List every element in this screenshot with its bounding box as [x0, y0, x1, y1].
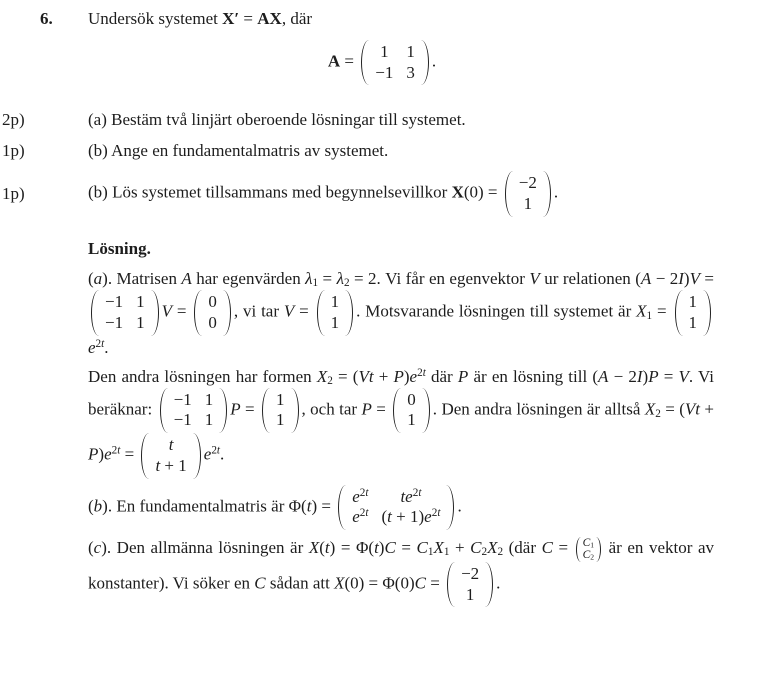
math-variable: X — [334, 573, 345, 593]
solution-paragraph-a — [88, 267, 714, 359]
superscript — [432, 507, 441, 519]
subscript: 1 — [590, 540, 595, 550]
subscript: 1 — [443, 546, 450, 559]
text-run: (där — [503, 538, 542, 558]
subscript: 2 — [655, 407, 661, 420]
matrix-cell: 1 — [465, 584, 475, 604]
math-variable: e — [88, 337, 96, 357]
solution-heading: Lösning. — [88, 238, 151, 258]
matrix-cell — [400, 487, 421, 508]
matrix-body — [99, 290, 151, 335]
matrix-cell: 1 — [688, 312, 698, 332]
superscript — [417, 366, 426, 378]
matrix-cell — [583, 549, 594, 562]
bold-math: AX — [257, 9, 282, 28]
right-paren — [223, 290, 231, 335]
math-variable: P — [361, 399, 372, 419]
subscript: 1 — [646, 309, 653, 322]
text-run: , där — [281, 9, 313, 28]
math-variable: X — [433, 538, 444, 558]
text-run: 2 — [359, 486, 366, 499]
matrix-cell: 1 — [136, 312, 145, 332]
text-run: där — [425, 366, 458, 386]
math-variable: P — [393, 366, 404, 386]
matrix-body — [401, 388, 422, 433]
math-variable: P — [230, 399, 241, 419]
text-run: 2 — [359, 507, 366, 520]
math-variable: t — [418, 486, 422, 499]
display-equation-matrix-a — [0, 40, 764, 85]
text-run: = — [658, 366, 679, 386]
text-run: 2 — [95, 337, 102, 350]
math-variable: V — [689, 268, 700, 288]
math-variable: λ — [305, 268, 313, 288]
matrix — [338, 485, 454, 530]
text-run: ) — [642, 366, 649, 386]
math-variable: C — [414, 573, 426, 593]
matrix — [160, 388, 228, 433]
matrix — [361, 40, 429, 85]
math-variable: A — [640, 268, 652, 288]
text-run: ). Den allmänna lösningen är — [101, 538, 309, 558]
superscript — [211, 445, 220, 457]
math-variable: t — [101, 337, 105, 350]
subproblem-item — [0, 171, 764, 216]
text-run: − 2 — [651, 268, 679, 288]
text-run: har egenvärden — [191, 268, 306, 288]
matrix-cell: 1 — [407, 410, 416, 430]
text-run: ) = Φ( — [329, 538, 375, 558]
text-run: 2 — [412, 486, 419, 499]
text-run: ( — [88, 538, 94, 558]
matrix-cell: 0 — [208, 312, 217, 332]
text-run: . — [553, 183, 559, 203]
matrix-cell: 1 — [523, 194, 533, 214]
matrix-body — [270, 388, 291, 433]
math-variable: V — [283, 301, 295, 321]
matrix — [317, 290, 354, 335]
subscript: 2 — [327, 374, 333, 387]
text-run: . Motsvarande lösningen till systemet är — [356, 301, 637, 321]
text-run: = ( — [332, 366, 359, 386]
matrix-cell — [169, 435, 174, 456]
text-run: Undersök systemet — [88, 9, 223, 28]
subscript: 1 — [427, 546, 434, 559]
math-variable: b — [93, 496, 103, 516]
text-run: = — [294, 301, 314, 321]
matrix-cell — [583, 537, 594, 550]
text-run: . — [220, 444, 225, 464]
subscript: 1 — [312, 277, 319, 290]
math-variable: C — [582, 536, 591, 549]
math-variable: P — [88, 444, 99, 464]
matrix — [393, 388, 430, 433]
matrix-cell: 1 — [276, 389, 285, 409]
text-run: . — [104, 337, 109, 357]
text-run: ) — [378, 538, 385, 558]
math-variable: Vt — [358, 366, 374, 386]
text-run: (0) = — [463, 183, 502, 203]
matrix-cell: −1 — [105, 312, 124, 332]
text-run: + 1) — [391, 507, 425, 527]
matrix-cell: 0 — [208, 292, 217, 312]
matrix — [576, 537, 601, 562]
matrix-body — [149, 433, 192, 478]
text-run: = — [395, 538, 417, 558]
text-run: . Den andra lösningen är alltså — [432, 399, 645, 419]
text-run: ( — [88, 496, 94, 516]
text-run: 2 — [417, 366, 423, 379]
left-paren — [160, 388, 168, 433]
matrix-cell: 1 — [688, 292, 698, 312]
text-run: + — [700, 399, 715, 419]
math-variable: X — [636, 301, 647, 321]
matrix-body — [581, 537, 596, 562]
math-variable: e — [104, 444, 112, 464]
solution-paragraph-c — [88, 536, 714, 607]
subproblem-list — [0, 109, 764, 216]
matrix-cell: 1 — [330, 292, 340, 312]
math-variable: t — [365, 486, 369, 499]
text-run: ) — [98, 444, 105, 464]
subscript: 2 — [590, 552, 595, 562]
matrix — [505, 171, 551, 216]
left-paren — [338, 485, 346, 530]
matrix — [262, 388, 299, 433]
points-label: 2p) — [2, 110, 25, 130]
matrix — [194, 290, 231, 335]
math-variable: I — [678, 268, 684, 288]
text-run: + 1 — [160, 455, 187, 475]
subproblem-item — [0, 140, 764, 162]
text-run: ) — [683, 268, 690, 288]
math-variable: X — [316, 366, 328, 386]
matrix-body — [325, 290, 346, 335]
text-run: + — [373, 366, 394, 386]
matrix-cell — [352, 507, 368, 528]
math-variable: t — [387, 507, 392, 527]
matrix-cell: 1 — [276, 410, 285, 430]
math-variable: C — [541, 538, 553, 558]
text-run: ( — [381, 507, 388, 527]
matrix-cell: 0 — [407, 389, 416, 409]
text-run: Den andra lösningen har formen — [88, 366, 317, 386]
text-run: ( — [319, 538, 325, 558]
math-variable: t — [324, 538, 330, 558]
bold-math: A — [327, 51, 341, 71]
left-paren — [361, 40, 369, 85]
right-paren — [485, 562, 493, 607]
text-run: . Vi beräknar: — [88, 366, 714, 419]
right-paren — [219, 388, 227, 433]
math-variable: e — [424, 507, 432, 527]
text-run: . — [431, 51, 437, 71]
subscript: 2 — [481, 546, 488, 559]
math-variable: C — [416, 538, 428, 558]
right-paren — [193, 433, 201, 478]
text-run: = — [552, 538, 574, 558]
right-paren — [422, 388, 430, 433]
matrix-cell: −1 — [375, 62, 394, 82]
math-variable: c — [93, 538, 102, 558]
matrix-body — [455, 562, 485, 607]
superscript — [413, 487, 422, 499]
subproblem-text — [88, 141, 388, 161]
subproblem-item — [0, 109, 764, 131]
text-run: (a) Bestäm två linjärt oberoende lösningar till systemet. — [88, 110, 466, 130]
text-run: . — [496, 573, 501, 593]
matrix-cell: 3 — [406, 62, 415, 82]
matrix-cell: 1 — [330, 312, 340, 332]
text-run: = — [340, 51, 359, 71]
left-paren — [447, 562, 455, 607]
text-run: är en lösning till ( — [468, 366, 599, 386]
math-variable: a — [93, 268, 103, 288]
subscript: 2 — [343, 277, 350, 290]
math-variable: C — [582, 549, 591, 562]
matrix-cell — [382, 507, 441, 528]
math-variable: t — [374, 538, 379, 558]
matrix-cell: 1 — [204, 410, 214, 430]
subproblem-text — [88, 171, 558, 216]
math-variable: X — [487, 538, 498, 558]
math-variable: e — [352, 486, 360, 506]
matrix-cell: 1 — [136, 292, 145, 312]
math-variable: e — [352, 507, 360, 527]
text-run: ur relationen ( — [539, 268, 641, 288]
matrix-body — [168, 388, 220, 433]
superscript — [360, 507, 369, 519]
solution-section — [0, 239, 714, 607]
text-run: ) — [403, 366, 410, 386]
math-variable: X — [308, 538, 320, 558]
math-variable: A — [181, 268, 192, 288]
matrix-cell: −1 — [173, 389, 192, 409]
text-run: = — [652, 301, 672, 321]
matrix-body — [346, 485, 446, 530]
math-variable: t — [306, 496, 312, 516]
math-variable: λ — [336, 268, 344, 288]
text-run: 2 — [111, 444, 118, 457]
text-run: = — [240, 399, 260, 419]
math-variable: t — [365, 507, 369, 520]
subproblem-text — [88, 110, 466, 130]
text-run: = — [425, 573, 445, 593]
text-run: = — [171, 301, 192, 321]
matrix-cell: −1 — [173, 410, 192, 430]
math-variable: t — [155, 455, 161, 475]
text-run: = ( — [660, 399, 685, 419]
math-variable: X — [644, 399, 656, 419]
left-paren — [262, 388, 270, 433]
math-variable: V — [529, 268, 540, 288]
math-variable: P — [457, 366, 469, 386]
math-variable: V — [678, 366, 689, 386]
matrix-cell: 1 — [204, 389, 214, 409]
subscript: 2 — [497, 546, 504, 559]
bold-math: X — [451, 183, 464, 203]
text-run: (b) Ange en fundamentalmatris av systemet. — [88, 141, 389, 161]
matrix — [675, 290, 712, 335]
matrix-body — [369, 40, 421, 85]
right-paren — [543, 171, 551, 216]
solution-paragraph-a-second — [88, 365, 714, 479]
math-variable: A — [598, 366, 609, 386]
text-run: − 2 — [608, 366, 637, 386]
problem-statement — [88, 9, 312, 28]
math-variable: C — [254, 573, 266, 593]
points-label: 1p) — [2, 141, 25, 161]
right-paren — [421, 40, 429, 85]
math-variable: V — [161, 301, 172, 321]
math-variable: e — [409, 366, 418, 386]
matrix-body — [683, 290, 704, 335]
matrix-cell — [352, 487, 368, 508]
right-paren — [151, 290, 159, 335]
text-run: 2 — [431, 507, 438, 520]
text-run: ). Matrisen — [102, 268, 182, 288]
math-variable: P — [648, 366, 659, 386]
problem-header — [0, 9, 764, 29]
text-run: är en vektor av konstanter). Vi söker en — [88, 538, 714, 593]
superscript — [360, 487, 369, 499]
left-paren — [675, 290, 683, 335]
text-run: ( — [88, 268, 94, 288]
math-variable: t — [117, 444, 121, 457]
matrix — [447, 562, 493, 607]
right-paren — [291, 388, 299, 433]
text-run: ). En fundamentalmatris är Φ( — [102, 496, 307, 516]
superscript — [96, 337, 105, 349]
matrix-cell: 1 — [406, 42, 415, 61]
math-variable: C — [470, 538, 482, 558]
text-run: ) = — [311, 496, 336, 516]
left-paren — [91, 290, 99, 335]
matrix-cell: −2 — [518, 173, 537, 193]
matrix — [141, 433, 200, 478]
text-run: = — [120, 444, 139, 464]
text-run: , och tar — [301, 399, 362, 419]
text-run: = — [318, 268, 337, 288]
text-run: = — [371, 399, 391, 419]
matrix-body — [513, 171, 543, 216]
left-paren — [194, 290, 202, 335]
math-variable: I — [636, 366, 643, 386]
math-variable: C — [384, 538, 396, 558]
left-paren — [393, 388, 401, 433]
text-run: = — [239, 9, 258, 28]
text-run: (0) = Φ(0) — [344, 573, 415, 593]
left-paren — [317, 290, 325, 335]
matrix — [91, 290, 159, 335]
text-run: sådan att — [265, 573, 335, 593]
math-variable: t — [437, 507, 441, 520]
matrix-cell: −2 — [461, 563, 480, 583]
solution-paragraph-b — [88, 485, 714, 530]
text-run: (b) Lös systemet tillsammans med begynnelsevillkor — [88, 183, 452, 203]
problem-number: 6. — [40, 9, 53, 28]
matrix-body — [202, 290, 223, 335]
left-paren — [505, 171, 513, 216]
math-variable: e — [203, 444, 212, 464]
text-run: . — [457, 496, 462, 516]
points-label: 1p) — [2, 184, 25, 204]
text-run: = 2. Vi får en egenvektor — [349, 268, 530, 288]
right-paren — [446, 485, 454, 530]
right-paren — [703, 290, 711, 335]
matrix-cell: 1 — [380, 42, 389, 61]
matrix-cell — [155, 456, 186, 477]
math-variable: t — [216, 444, 221, 457]
right-paren — [345, 290, 353, 335]
matrix-cell: −1 — [105, 292, 124, 312]
text-run: + — [449, 538, 471, 558]
math-variable: t — [168, 435, 174, 455]
text-run: 2 — [211, 444, 217, 457]
text-run: = — [699, 268, 715, 288]
left-paren — [141, 433, 149, 478]
math-variable: t — [422, 366, 426, 379]
right-paren — [596, 537, 601, 562]
bold-math: X′ — [222, 9, 240, 28]
math-variable: Vt — [684, 399, 700, 419]
text-run: , vi tar — [233, 301, 284, 321]
math-variable: te — [400, 486, 413, 506]
